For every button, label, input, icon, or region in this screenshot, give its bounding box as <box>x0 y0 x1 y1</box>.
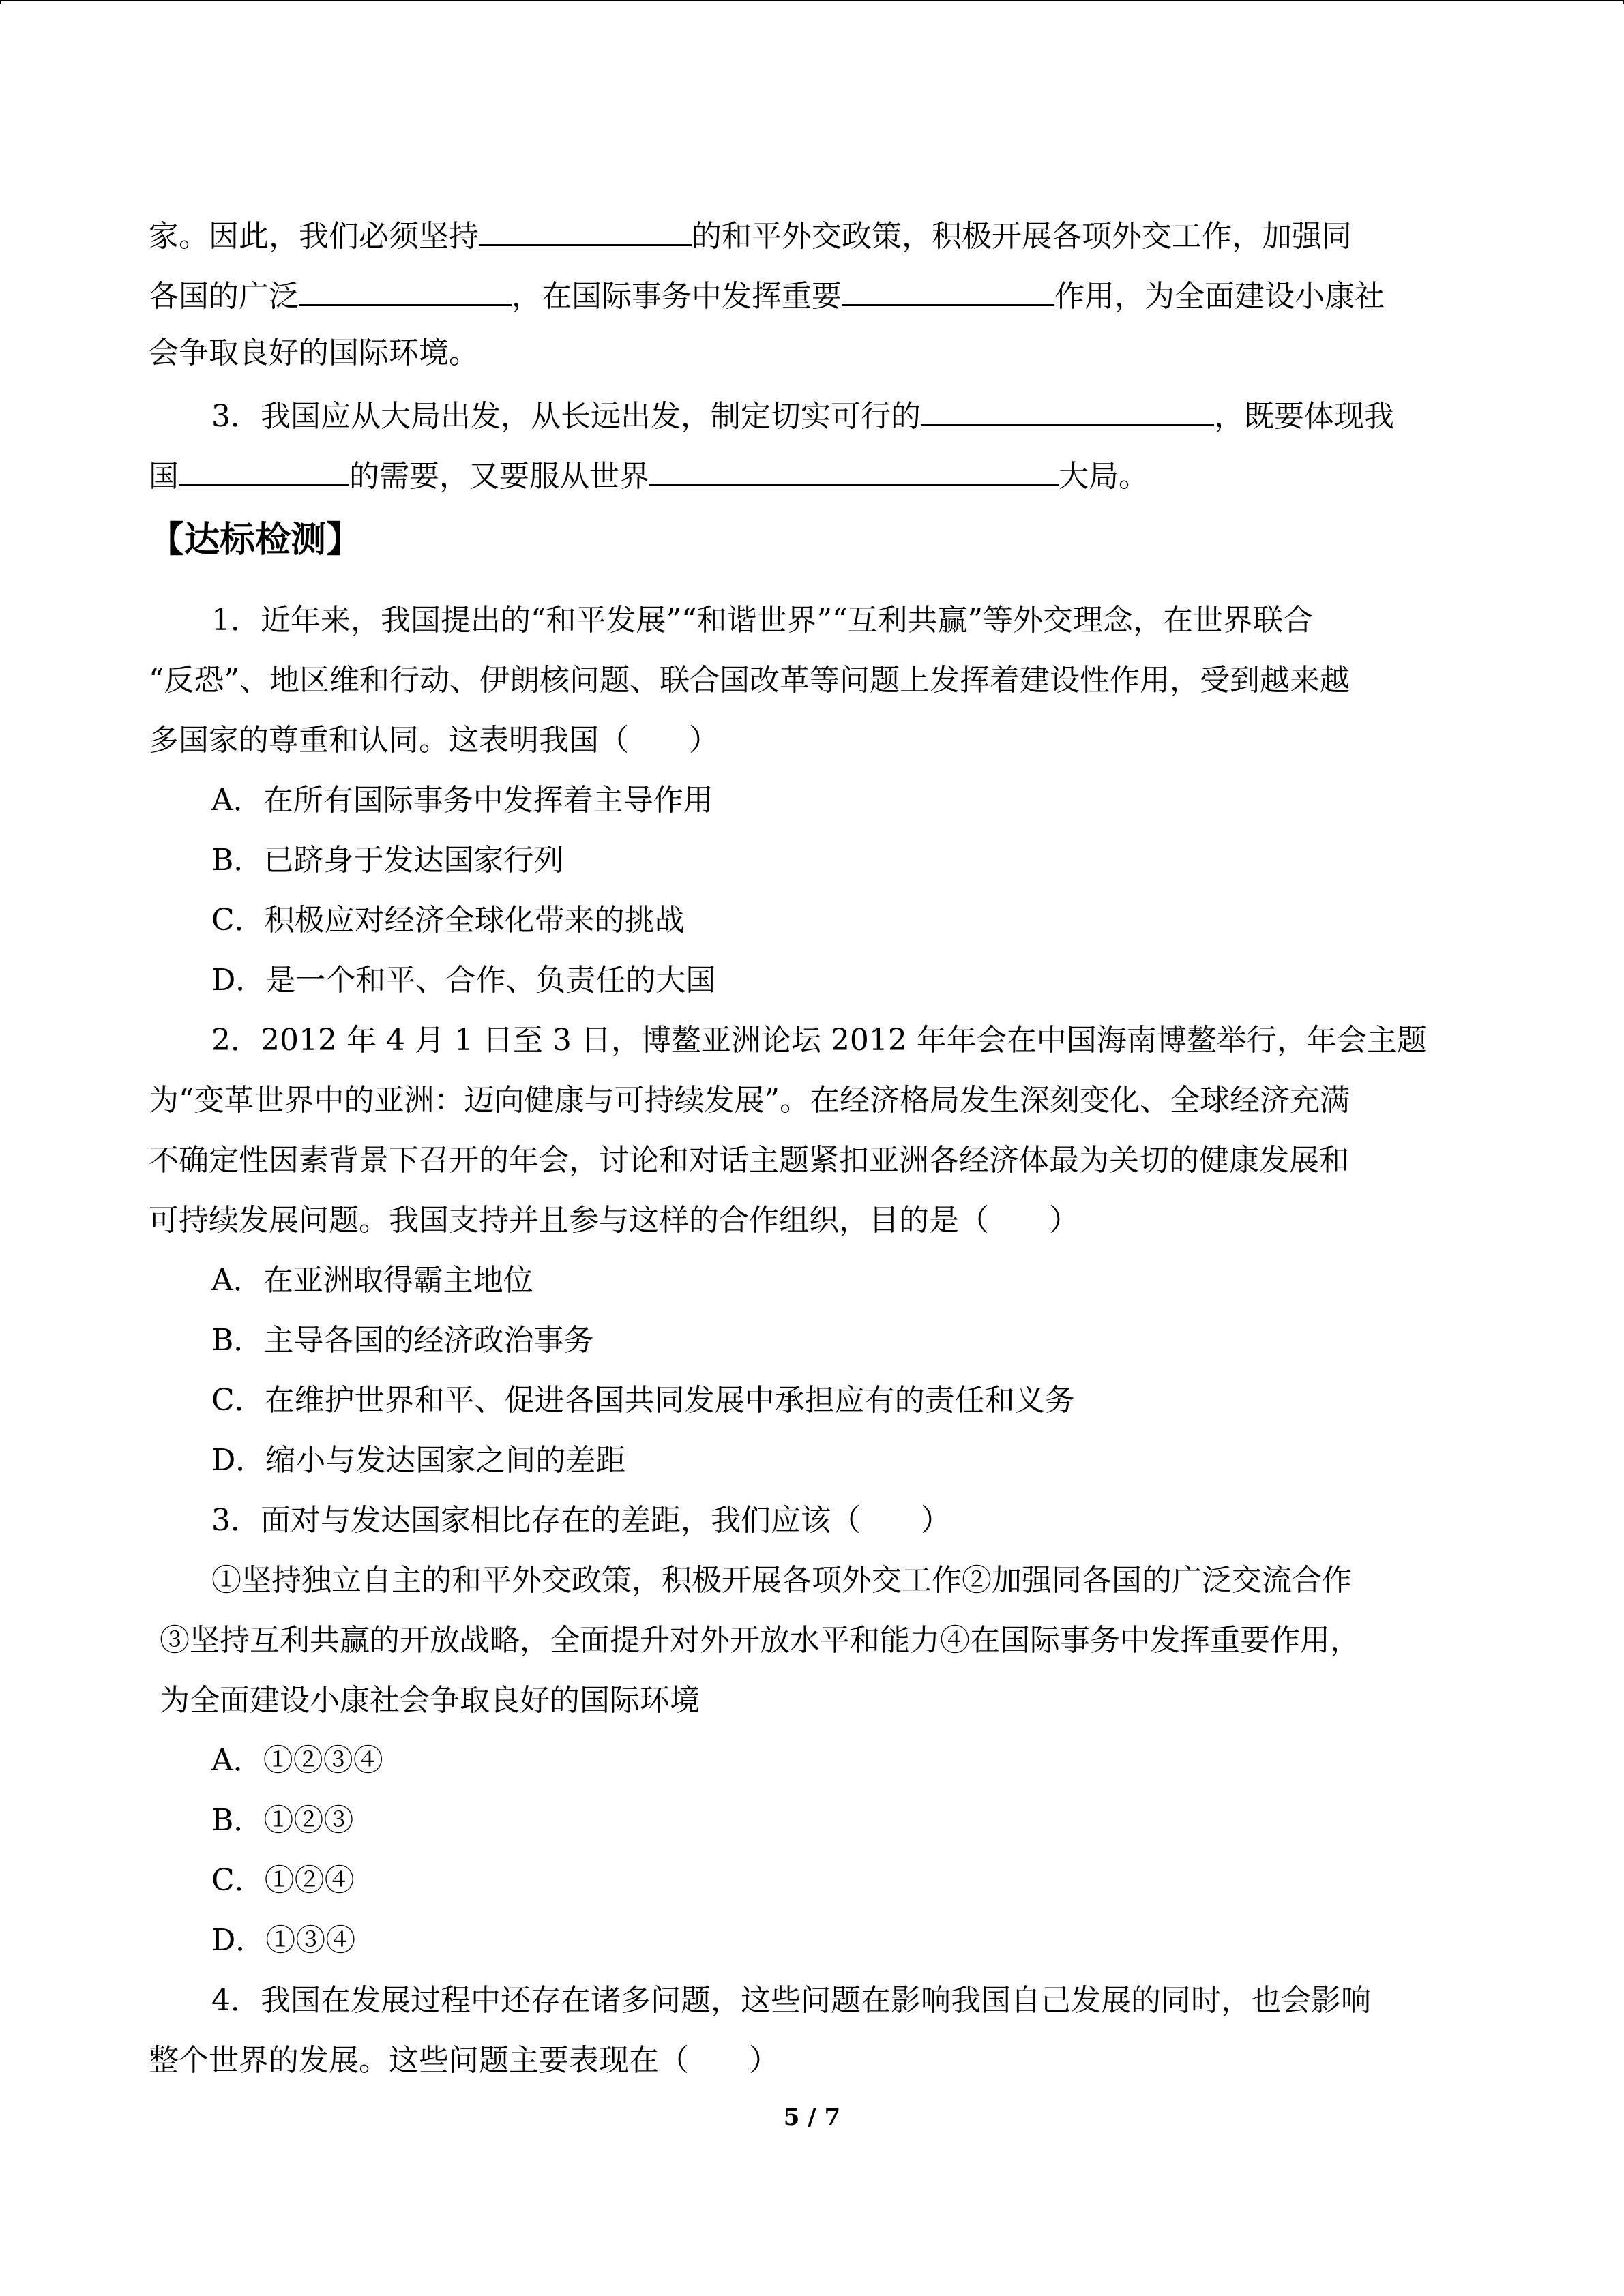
q1-stem-line-3: 多国家的尊重和认同。这表明我国（ ） <box>149 723 719 758</box>
fill-in-line-4 <box>211 393 1624 437</box>
answer-blank[interactable] <box>649 453 1059 486</box>
q4-stem-line-2: 整个世界的发展。这些问题主要表现在（ ） <box>149 2043 779 2078</box>
q3-items-line-2: ③坚持互利共赢的开放战略，全面提升对外开放水平和能力④在国际事务中发挥重要作用， <box>160 1623 1360 1658</box>
answer-blank[interactable] <box>179 453 349 486</box>
q3-option-a[interactable]: A．①②③④ <box>211 1743 383 1778</box>
fill-in-line-3 <box>149 333 1624 374</box>
q1-option-a[interactable]: A．在所有国际事务中发挥着主导作用 <box>211 783 713 818</box>
fill-in-text: 的和平外交政策，积极开展各项外交工作，加强同 <box>692 219 1352 254</box>
q1-option-d[interactable]: D．是一个和平、合作、负责任的大国 <box>211 963 716 998</box>
q2-option-a[interactable]: A．在亚洲取得霸主地位 <box>211 1263 533 1298</box>
fill-in-line-5 <box>149 453 1624 497</box>
answer-blank[interactable] <box>842 273 1054 306</box>
q1-option-b[interactable]: B．已跻身于发达国家行列 <box>211 843 564 878</box>
q2-option-b[interactable]: B．主导各国的经济政治事务 <box>211 1323 594 1358</box>
q1-stem-line-2: “反恐”、地区维和行动、伊朗核问题、联合国改革等问题上发挥着建设性作用，受到越来越 <box>149 663 1350 698</box>
fill-in-text: 大局。 <box>1059 459 1149 494</box>
fill-in-text: 各国的广泛 <box>149 279 299 314</box>
fill-in-text: 国 <box>149 459 179 494</box>
q2-option-c[interactable]: C．在维护世界和平、促进各国共同发展中承担应有的责任和义务 <box>211 1383 1075 1418</box>
section-title: 【达标检测】 <box>149 520 362 561</box>
fill-in-text: 家。因此，我们必须坚持 <box>149 219 479 254</box>
q3-option-d[interactable]: D．①③④ <box>211 1923 356 1958</box>
q1-stem-line-1: 1．近年来，我国提出的“和平发展”“和谐世界”“互利共赢”等外交理念，在世界联合 <box>211 603 1313 638</box>
answer-blank[interactable] <box>299 273 512 306</box>
page-number: 5 / 7 <box>783 2104 841 2131</box>
q2-stem-line-1: 2．2012 年 4 月 1 日至 3 日，博鳌亚洲论坛 2012 年年会在中国海南博鳌举行，年会主题 <box>211 1023 1427 1058</box>
answer-blank[interactable] <box>921 393 1214 426</box>
q3-option-b[interactable]: B．①②③ <box>211 1803 354 1838</box>
q2-stem-line-2: 为“变革世界中的亚洲：迈向健康与可持续发展”。在经济格局发生深刻变化、全球经济充满 <box>149 1083 1350 1118</box>
q2-option-d[interactable]: D．缩小与发达国家之间的差距 <box>211 1443 626 1478</box>
q2-stem-line-4: 可持续发展问题。我国支持并且参与这样的合作组织，目的是（ ） <box>149 1203 1079 1238</box>
q3-items-line-3: 为全面建设小康社会争取良好的国际环境 <box>160 1683 700 1718</box>
q1-option-c[interactable]: C．积极应对经济全球化带来的挑战 <box>211 903 685 938</box>
answer-blank[interactable] <box>479 213 692 246</box>
fill-in-text: 作用，为全面建设小康社 <box>1054 279 1385 314</box>
fill-in-line-2 <box>149 273 1624 317</box>
q3-option-c[interactable]: C．①②④ <box>211 1863 355 1898</box>
q2-stem-line-3: 不确定性因素背景下召开的年会，讨论和对话主题紧扣亚洲各经济体最为关切的健康发展和 <box>149 1143 1349 1178</box>
fill-in-line-1 <box>149 213 1624 257</box>
q4-stem-line-1: 4．我国在发展过程中还存在诸多问题，这些问题在影响我国自己发展的同时，也会影响 <box>211 1983 1371 2018</box>
fill-in-text: 3．我国应从大局出发，从长远出发，制定切实可行的 <box>211 399 921 434</box>
fill-in-text: ，既要体现我 <box>1214 399 1394 434</box>
fill-in-text: 的需要，又要服从世界 <box>349 459 649 494</box>
fill-in-text: 会争取良好的国际环境。 <box>149 336 479 370</box>
q3-items-line-1: ①坚持独立自主的和平外交政策，积极开展各项外交工作②加强同各国的广泛交流合作 <box>211 1563 1352 1598</box>
fill-in-text: ，在国际事务中发挥重要 <box>512 279 842 314</box>
q3-stem: 3．面对与发达国家相比存在的差距，我们应该（ ） <box>211 1503 951 1538</box>
